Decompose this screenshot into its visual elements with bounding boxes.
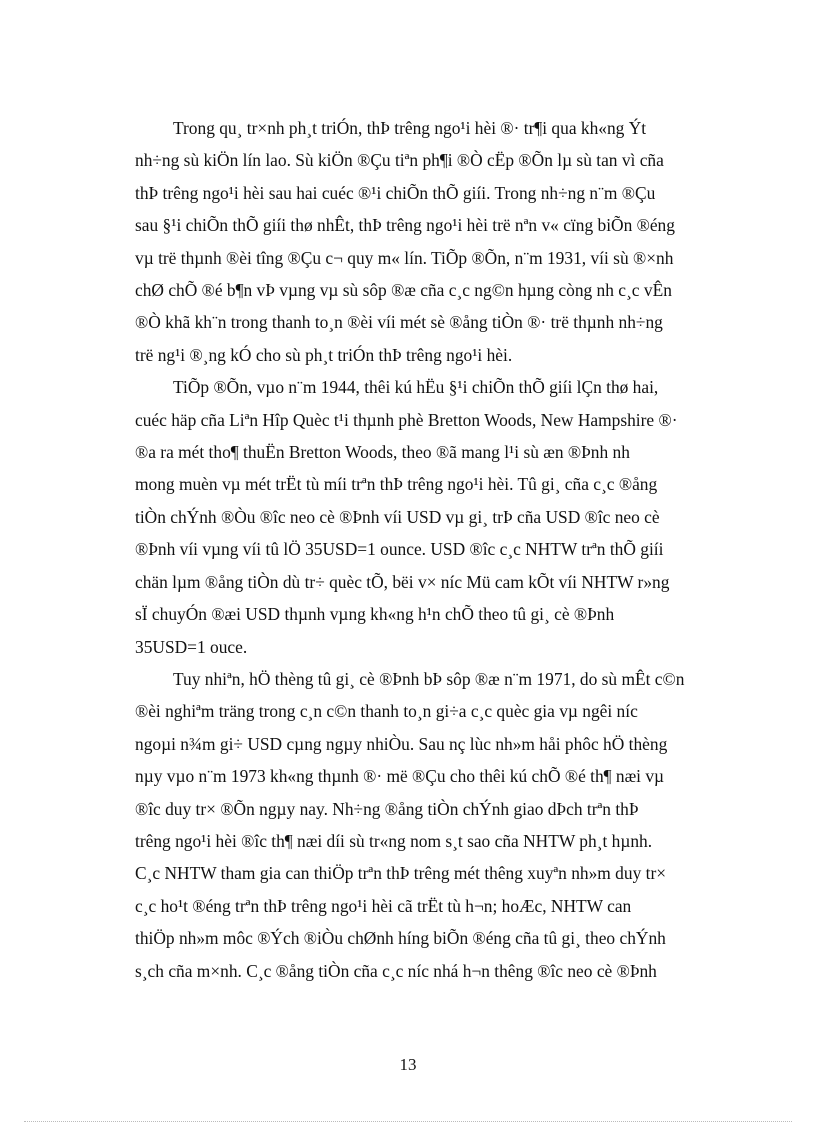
text-line: Tuy nhiªn, hÖ thèng tû gi¸ cè ®Þnh bÞ sôp ®æ n¨m 1971, do sù mÊt c©n bbox=[173, 668, 685, 689]
text-line: tiÒn chÝnh ®Òu ®îc neo cè ®Þnh víi USD vµ gi¸ trÞ cña USD ®îc neo cè bbox=[135, 506, 660, 527]
text-line: ngoµi n¾m gi÷ USD cµng ngµy nhiÒu. Sau nç lùc nh»m håi phôc hÖ thèng bbox=[135, 733, 668, 754]
text-line: vµ trë thµnh ®èi tîng ®Çu c¬ quy m« lín. TiÕp ®Õn, n¨m 1931, víi sù ®×nh bbox=[135, 247, 674, 268]
paragraph-2 bbox=[135, 371, 739, 663]
text-line: nµy vµo n¨m 1973 kh«ng thµnh ®· më ®Çu cho thêi kú chÕ ®é th¶ næi vµ bbox=[135, 766, 665, 787]
text-line: nh÷ng sù kiÖn lín lao. Sù kiÖn ®Çu tiªn ph¶i ®Ò cËp ®Õn lµ sù tan vì cña bbox=[135, 150, 664, 171]
text-line: sÏ chuyÓn ®æi USD thµnh vµng kh«ng h¹n chÕ theo tû gi¸ cè ®Þnh bbox=[135, 604, 615, 625]
text-line: TiÕp ®Õn, vµo n¨m 1944, thêi kú hËu §¹i chiÕn thÕ giíi lÇn thø hai, bbox=[173, 377, 659, 398]
text-line: cuéc häp cña Liªn Hîp Quèc t¹i thµnh phè Bretton Woods, New Hampshire ®· bbox=[135, 409, 678, 430]
text-line: chØ chÕ ®é b¶n vÞ vµng vµ sù sôp ®æ cña c¸c ng©n hµng còng nh c¸c vÊn bbox=[135, 280, 672, 301]
text-line: trêng ngo¹i hèi ®îc th¶ næi díi sù tr«ng nom s¸t sao cña NHTW ph¸t hµnh. bbox=[135, 830, 653, 851]
text-line: sau §¹i chiÕn thÕ giíi thø nhÊt, thÞ trêng ngo¹i hèi trë nªn v« cïng biÕn ®éng bbox=[135, 215, 675, 236]
text-line: thÞ trêng ngo¹i hèi sau hai cuéc ®¹i chiÕn thÕ giíi. Trong nh÷ng n¨m ®Çu bbox=[135, 182, 656, 203]
text-line: mong muèn vµ mét trËt tù míi trªn thÞ trêng ngo¹i hèi. Tû gi¸ cña c¸c ®ång bbox=[135, 474, 658, 495]
text-line: C¸c NHTW tham gia can thiÖp trªn thÞ trêng mét thêng xuyªn nh»m duy tr× bbox=[135, 863, 667, 884]
text-line: ®Þnh víi vµng víi tû lÖ 35USD=1 ounce. USD ®îc c¸c NHTW trªn thÕ giíi bbox=[135, 539, 664, 560]
text-line: Trong qu¸ tr×nh ph¸t triÓn, thÞ trêng ngo¹i hèi ®· tr¶i qua kh«ng Ýt bbox=[173, 118, 647, 138]
paragraph-1 bbox=[135, 112, 739, 371]
text-line: thiÖp nh»m môc ®Ých ®iÒu chØnh híng biÕn ®éng cña tû gi¸ theo chÝnh bbox=[135, 928, 666, 949]
text-line: 35USD=1 ouce. bbox=[135, 636, 248, 657]
paragraph-3 bbox=[135, 663, 739, 987]
text-line: c¸c ho¹t ®éng trªn thÞ trêng ngo¹i hèi cã trËt tù h¬n; hoÆc, NHTW can bbox=[135, 895, 632, 916]
text-line: ®îc duy tr× ®Õn ngµy nay. Nh÷ng ®ång tiÒn chÝnh giao dÞch trªn thÞ bbox=[135, 798, 639, 819]
text-line: ®a ra mét tho¶ thuËn Bretton Woods, theo ®ã mang l¹i sù æn ®Þnh nh bbox=[135, 442, 630, 463]
text-line: trë ng¹i ®¸ng kÓ cho sù ph¸t triÓn thÞ trêng ngo¹i hèi. bbox=[135, 344, 513, 365]
page-bottom-divider bbox=[24, 1121, 792, 1122]
text-line: ®èi nghiªm träng trong c¸n c©n thanh to¸n gi÷a c¸c quèc gia vµ ngêi níc bbox=[135, 701, 638, 722]
text-line: ®Ò khã kh¨n trong thanh to¸n ®èi víi mét sè ®ång tiÒn ®· trë thµnh nh÷ng bbox=[135, 312, 663, 333]
body-text bbox=[135, 112, 739, 987]
text-line: chän lµm ®ång tiÒn dù tr÷ quèc tÕ, bëi v× níc Mü cam kÕt víi NHTW r»ng bbox=[135, 571, 670, 592]
text-line: s¸ch cña m×nh. C¸c ®ång tiÒn cña c¸c níc nhá h¬n thêng ®îc neo cè ®Þnh bbox=[135, 960, 657, 981]
page-number: 13 bbox=[399, 1055, 417, 1074]
